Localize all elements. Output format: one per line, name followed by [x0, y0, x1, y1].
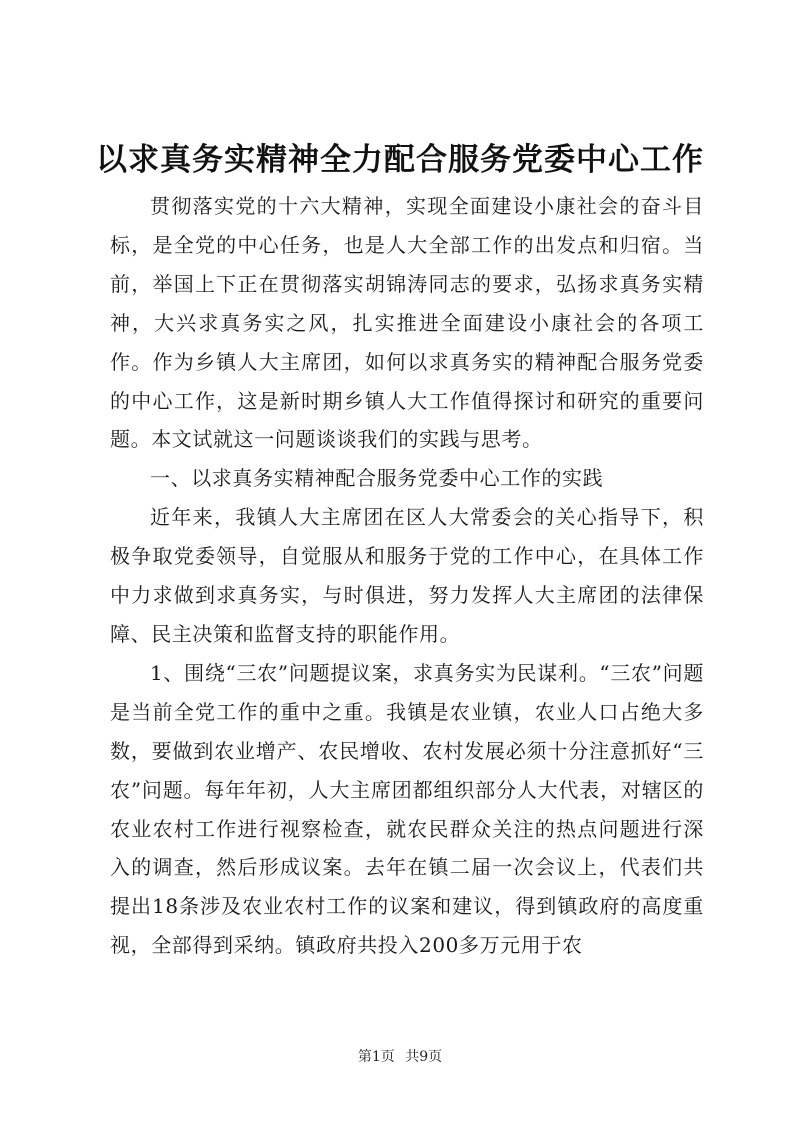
- section-heading: 一、以求真务实精神配合服务党委中心工作的实践: [150, 466, 604, 491]
- document-title: 以求真务实精神全力配合服务党委中心工作: [96, 142, 704, 178]
- page-total: 共9页: [405, 1049, 443, 1065]
- page-number: 第1页: [357, 1049, 395, 1065]
- paragraph-sannong: 1、围绕“三农”问题提议案，求真务实为民谋利。“三农”问题是当前全党工作的重中之重。我镇是农业镇，农业人口占绝大多数，要做到农业增产、农民增收、农村发展必须十分注意抓好“三农”问题。每年年初，人大主席团都组织部分人大代表，对辖区的农业农村工作进行视察检查，就农民群众关注的热点问题进行深入的调查，然后形成议案。去年在镇二届一次会议上，代表们共提出18条涉及农业农村工作的议案和建议，得到镇政府的高度重视，全部得到采纳。镇政府共投入200多万元用于农: [110, 660, 704, 958]
- document-body: [110, 187, 704, 965]
- paragraph-practice: 近年来，我镇人大主席团在区人大常委会的关心指导下，积极争取党委领导，自觉服从和服务于党的工作中心，在具体工作中力求做到求真务实，与时俱进，努力发挥人大主席团的法律保障、民主决策和监督支持的职能作用。: [110, 505, 704, 646]
- paragraph-intro: 贯彻落实党的十六大精神，实现全面建设小康社会的奋斗目标，是全党的中心任务，也是人大全部工作的出发点和归宿。当前，举国上下正在贯彻落实胡锦涛同志的要求，弘扬求真务实精神，大兴求真务实之风，扎实推进全面建设小康社会的各项工作。作为乡镇人大主席团，如何以求真务实的精神配合服务党委的中心工作，这是新时期乡镇人大工作值得探讨和研究的重要问题。本文试就这一问题谈谈我们的实践与思考。: [110, 194, 704, 452]
- page-footer: [0, 1047, 800, 1067]
